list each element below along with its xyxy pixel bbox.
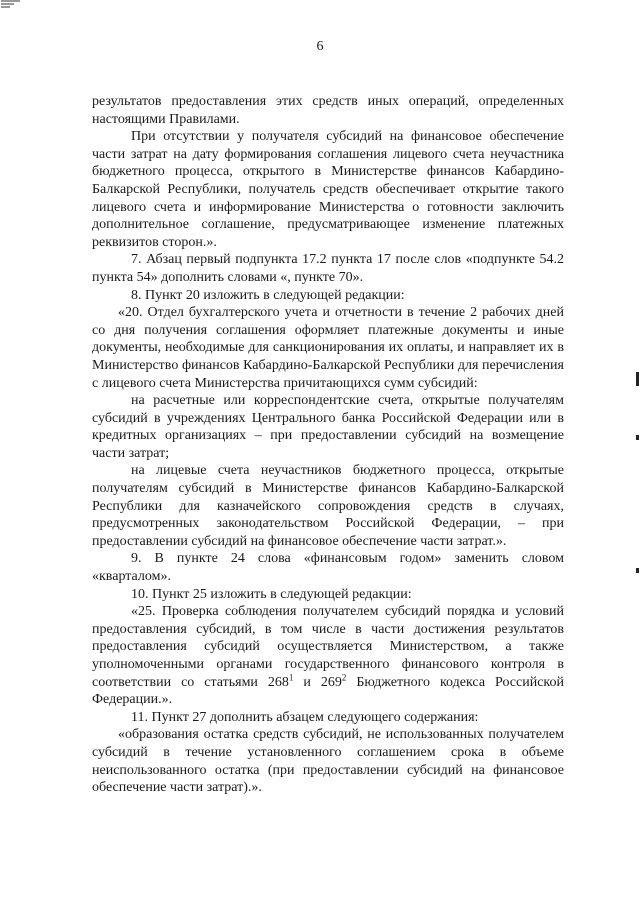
paragraph: «образования остатка средств субсидий, не использованных получателем субсидий в течение установленного соглашением срока в объеме неиспользованного остатка (при предоставлении субсидий на финансовое обеспечение части затрат).». <box>92 727 564 796</box>
text: «25. Проверка соблюдения получателем субсидий порядка и условий предоставления субсидий, в том числе в части достижения результатов предоставления субсидий осуществляется Министерством, а также уполномоченными органами государственного финансового контроля в соответствии со статьями 268 <box>92 604 564 690</box>
paragraph: 7. Абзац первый подпункта 17.2 пункта 17 после слов «подпункте 54.2 пункта 54» дополнить словами «, пункте 70». <box>92 252 564 285</box>
scan-edge-mark <box>636 435 639 440</box>
paragraph: на лицевые счета неучастников бюджетного процесса, открытые получателям субсидий в Министерстве финансов Кабардино-Балкарской Республики для казначейского сопровождения средств в случаях, предусмотренных законодательством Российской Федерации, – при предоставлении субсидий на финансовое обеспечение части затрат.». <box>92 463 564 549</box>
scan-corner-mark <box>0 0 24 12</box>
text: и 269 <box>293 674 342 690</box>
superscript: 1 <box>288 671 294 682</box>
superscript: 2 <box>341 671 347 682</box>
paragraph: 9. В пункте 24 слова «финансовым годом» заменить словом «кварталом». <box>92 551 564 585</box>
text: Бюджетного кодекса Российской Федерации.». <box>92 674 565 708</box>
paragraph: результатов предоставления этих средств иных операций, определенных настоящими Правилами. <box>92 94 564 127</box>
paragraph: 8. Пункт 20 изложить в следующей редакции: <box>131 287 405 303</box>
paragraph: на расчетные или корреспондентские счета, открытые получателям субсидий в учреждениях Центрального банка Российской Федерации или в кредитных организациях – при предоставлении субсидий на возмещение части затрат; <box>92 393 564 461</box>
scan-edge-mark <box>636 568 639 573</box>
paragraph: «20. Отдел бухгалтерского учета и отчетности в течение 2 рабочих дней со дня получения соглашения оформляет платежные документы и иные документы, необходимые для санкционирования их оплаты, и направляет их в Министерство финансов Кабардино-Балкарской Республики для перечисления с лицевого счета Министерства причитающихся сумм субсидий: <box>92 305 564 391</box>
page-number: 6 <box>316 39 324 54</box>
paragraph: При отсутствии у получателя субсидий на финансовое обеспечение части затрат на дату формирования соглашения лицевого счета неучастника бюджетного процесса, открытого в Министерстве финансов Кабардино-Балкарской Республики, получатель средств обеспечивает открытие такого лицевого счета и информирование Министерства о готовности заключить дополнительное соглашение, предусматривающее изменение платежных реквизитов сторон.». <box>92 129 564 250</box>
paragraph: 10. Пункт 25 изложить в следующей редакции: <box>131 586 412 602</box>
paragraph: 11. Пункт 27 дополнить абзацем следующего содержания: <box>131 709 479 725</box>
document-body <box>92 93 564 797</box>
paragraph-25 <box>92 603 564 709</box>
scan-edge-mark <box>636 372 639 386</box>
